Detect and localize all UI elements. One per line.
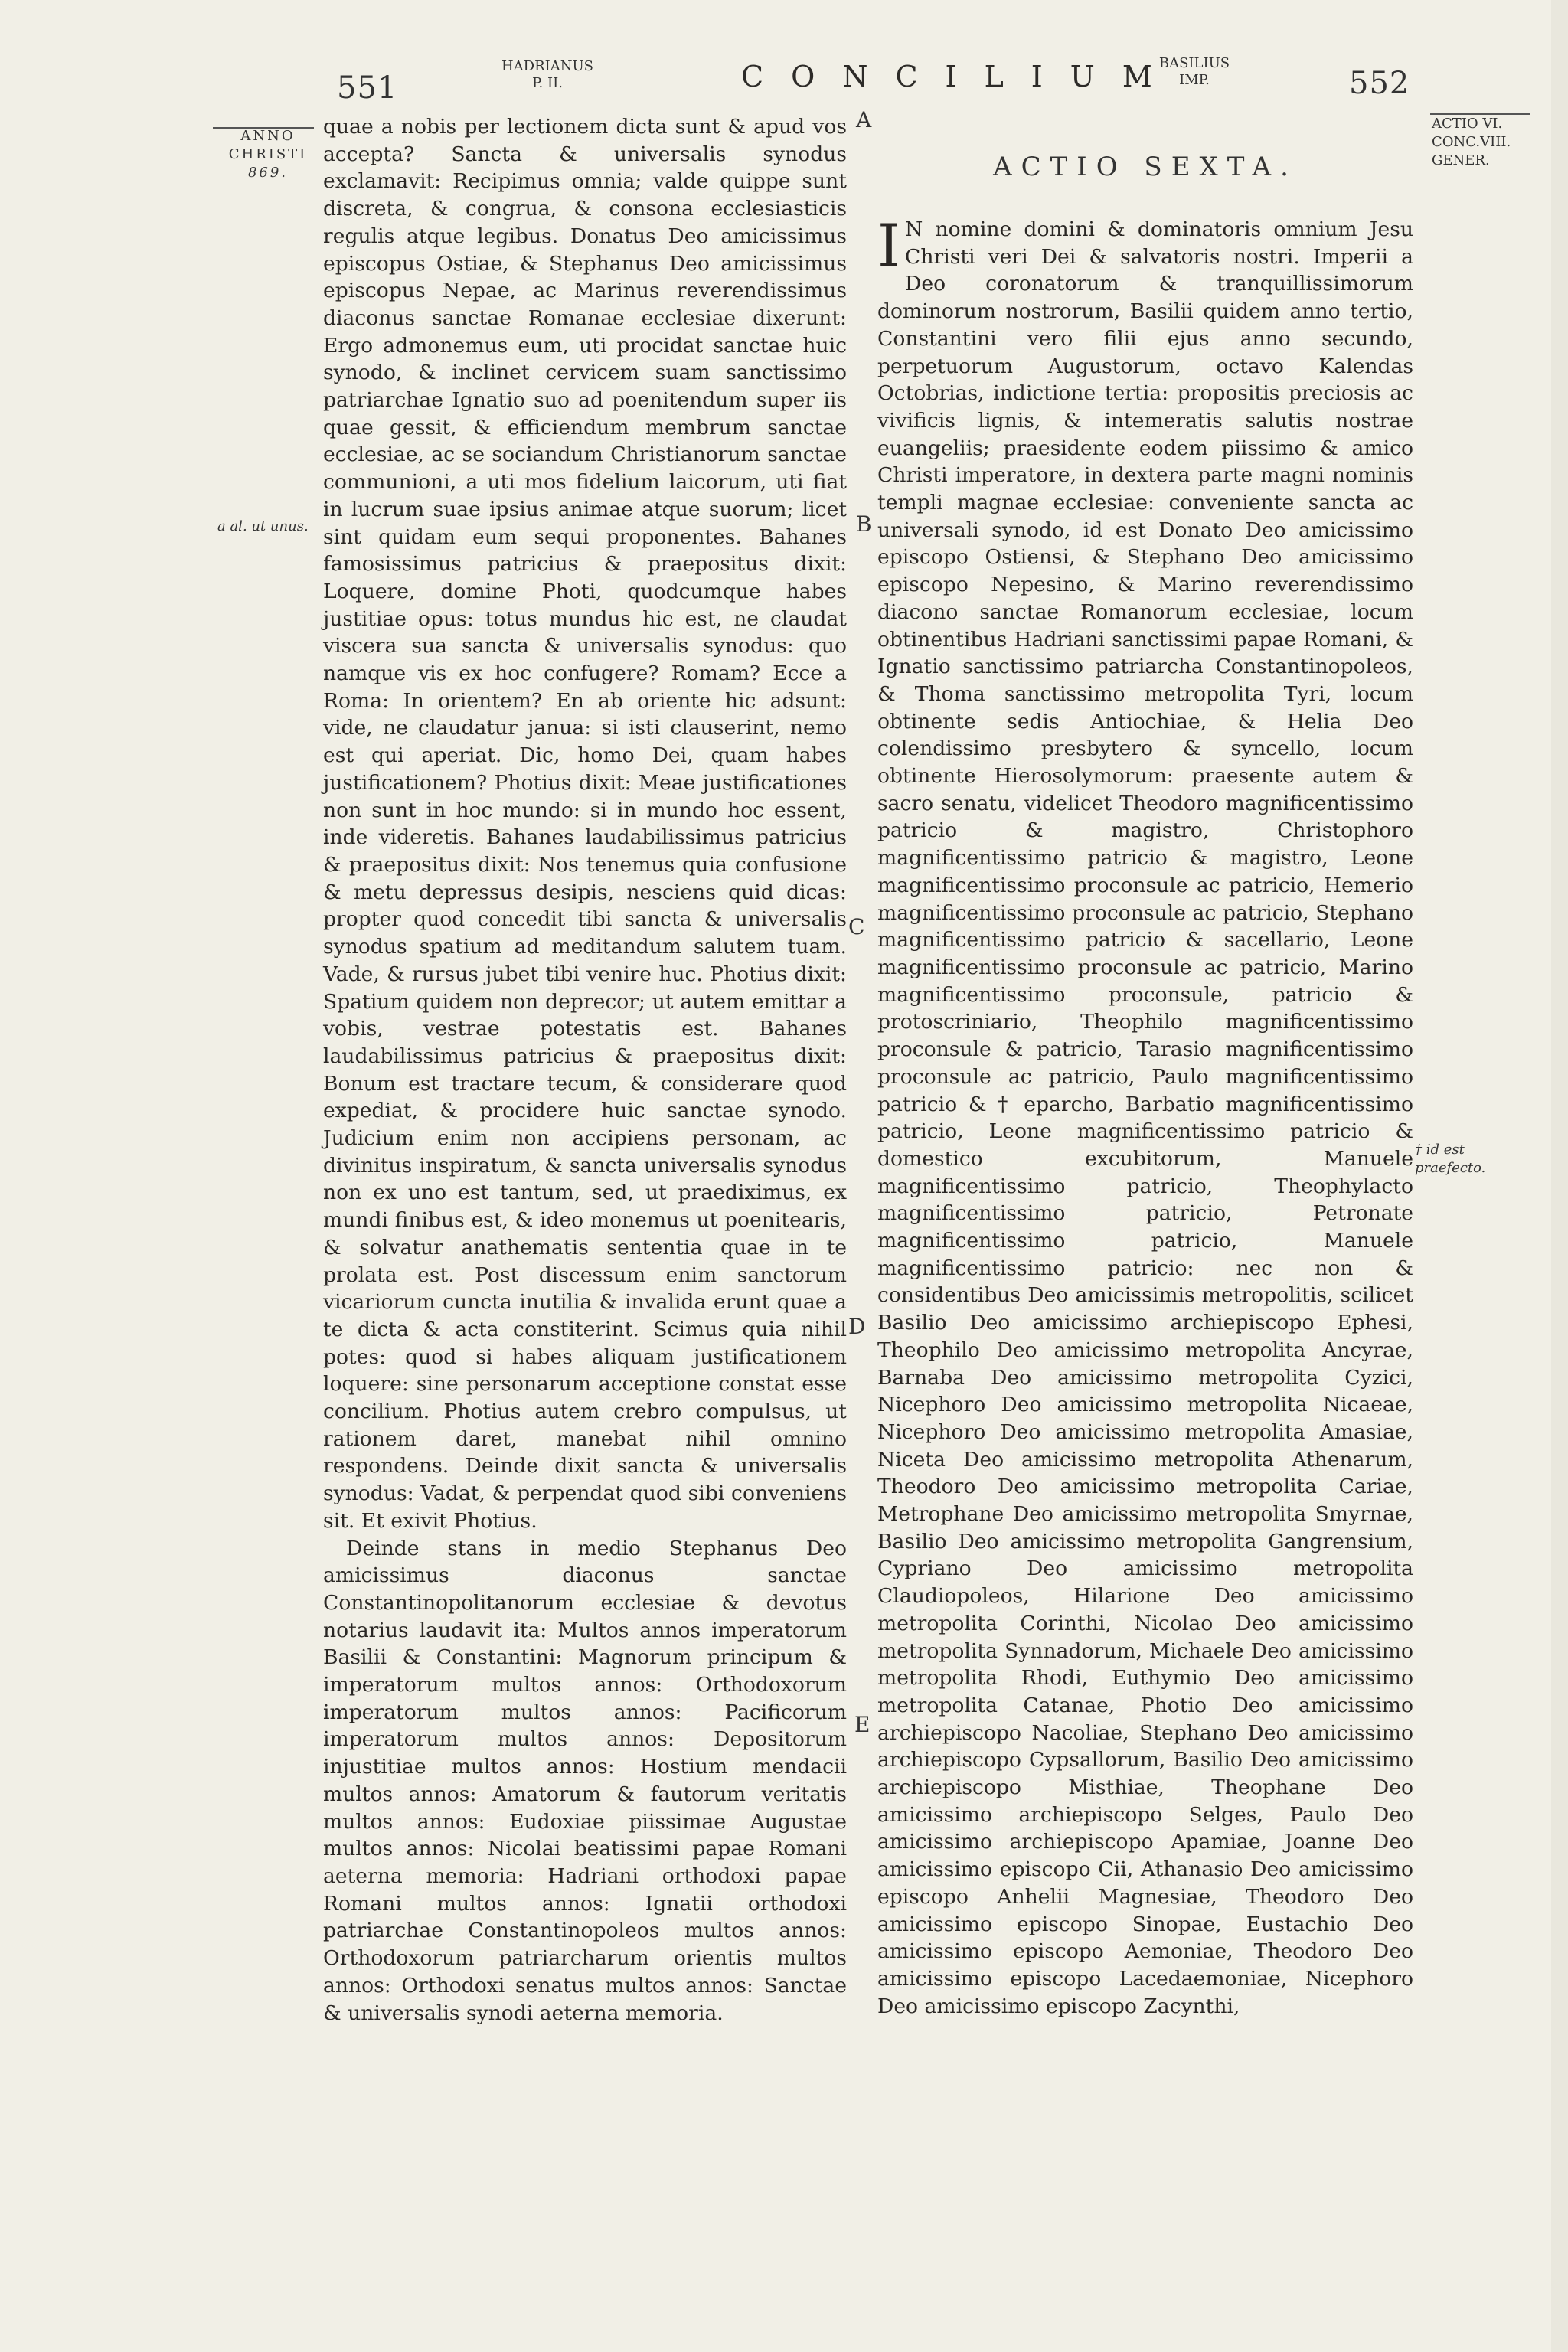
page-number-right: 552 [1349, 66, 1410, 101]
running-head-right-line: BASILIUS [1158, 55, 1230, 71]
year-note-line: CHRISTI [228, 146, 308, 162]
actio-note [1432, 115, 1531, 170]
running-head-left-line: HADRIANUS [501, 58, 594, 74]
section-letter: D [848, 1314, 866, 1339]
section-letter: E [854, 1712, 871, 1737]
actio-note-line: CONC.VIII. [1432, 134, 1511, 150]
page-title: CONCILIUM [741, 60, 1180, 93]
praefecto-note: † id est praefecto. [1415, 1142, 1486, 1176]
section-letter: B [856, 511, 872, 537]
paragraph: Deinde stans in medio Stephanus Deo amicissimus diaconus sanctae Constantinopolitanorum ecclesiae & devotus notarius laudavit ita: Multos annos imperatorum Basilii & Constantini: Magnorum principum & imperatorum multos annos: Orthodoxorum imperatorum multos annos: Pacificorum imperatorum multos annos: Depositorum injustitiae multos annos: Hostium mendacii multos annos: Amatorum & fautorum veritatis multos annos: Eudoxiae piissimae Augustae multos annos: Nicolai beatissimi papae Romani aeterna memoria: Hadriani orthodoxi papae Romani multos annos: Ignatii orthodoxi patriarchae Constantinopoleos multos annos: Orthodoxorum patriarcharum orientis multos annos: Orthodoxi senatus multos annos: Sanctae & universalis synodi aeterna memoria. [323, 1536, 847, 2025]
year-note [214, 127, 322, 182]
running-head-right-line: IMP. [1179, 72, 1210, 88]
running-head-left [498, 58, 597, 92]
section-heading: ACTIO SEXTA. [993, 152, 1298, 182]
variant-note: a al. ut unus. [217, 518, 309, 534]
section-letter: C [848, 914, 865, 939]
running-head-left-line: P. II. [532, 75, 563, 91]
actio-note-line: GENER. [1432, 152, 1490, 168]
adjacent-page-edge [1551, 0, 1568, 2352]
actio-note-line: ACTIO VI. [1432, 116, 1503, 132]
year-note-line: 869. [247, 165, 289, 181]
year-note-line: ANNO [240, 128, 296, 144]
paragraph: quae a nobis per lectionem dicta sunt & apud vos accepta? Sancta & universalis synodus exclamavit: Recipimus omnia; valde quippe sunt discreta, & congrua, & consona ecclesiasticis regulis atque legibus. Donatus Deo amicissimus episcopus Ostiae, & Stephanus Deo amicissimus episcopus Nepae, ac Marinus reverendissimus diaconus sanctae Romanae ecclesiae dixerunt: Ergo admonemus eum, uti procidat sanctae huic synodo, & inclinet cervicem suam sanctissimo patriarchae Ignatio suo ad poenitendum super iis quae gessit, & efficiendum membrum sanctae ecclesiae, ac se sociandum Christianorum sanctae communioni, a uti mos fidelium laicorum, uti fiat in lucrum suae ipsius animae atque suorum; licet sint quidam eum sequi proponentes. Bahanes famosissimus patricius & praepositus dixit: Loquere, domine Photi, quodcumque habes justitiae opus: totus mundus hic est, ne claudat viscera sua sancta & universalis synodus: quo namque vis ex hoc confugere? Romam? Ecce a Roma: In orientem? En ab oriente hic adsunt: vide, ne claudatur janua: si isti clauserint, nemo est qui aperiat. Dic, homo Dei, quam habes justificationem? Photius dixit: Meae justificationes non sunt in hoc mundo: si in mundo hoc essent, inde videretis. Bahanes laudabilissimus patricius & praepositus dixit: Nos tenemus quia confusione & metu depressus desipis, nesciens quid dicas: propter quod concedit tibi sancta & universalis synodus spatium ad meditandum salutem tuam. Vade, & rursus jubet tibi venire huc. Photius dixit: Spatium quidem non deprecor; ut autem emittar a vobis, vestrae potestatis est. Bahanes laudabilissimus patricius & praepositus dixit: Bonum est tractare tecum, & considerare quod expediat, & procidere huic sanctae synodo. Judicium enim non accipiens personam, ac divinitus inspiratum, & sancta universalis synodus non ex uno est tantum, sed, ut praediximus, ex mundi finibus est, & ideo monemus ut poenitearis, & solvatur anathematis sententia quae in te prolata est. Post discessum enim sanctorum vicariorum cuncta inutilia & invalida erunt quae a te dicta & acta constiterint. Scimus quia nihil potes: quod si habes aliquam justificationem loquere: sine personarum acceptione constat esse concilium. Photius autem crebro compulsus, ut rationem daret, manebat nihil omnino respondens. Deinde dixit sancta & universalis synodus: Vadat, & perpendat quod sibi conveniens sit. Et exivit Photius. [323, 115, 847, 1533]
running-head-right [1148, 55, 1240, 89]
paragraph-text: N nomine domini & dominatoris omnium Jesu Christi veri Dei & salvatoris nostri. Imperii a Deo coronatorum & tranquillissimorum dominorum nostrorum, Basilii quidem anno tertio, Constantini vero filii ejus anno secundo, perpetuorum Augustorum, octavo Kalendas Octobrias, indictione tertia: propositis preciosis ac vivificis lignis, & intemeratis salutis nostrae euangeliis; praesidente eodem piissimo & amico Christi imperatore, in dextera parte magni nominis templi magnae ecclesiae: conveniente sancta ac universali synodo, id est Donato Deo amicissimo episcopo Ostiensi, & Stephano Deo amicissimo episcopo Nepesino, & Marino reverendissimo diacono sanctae Romanorum ecclesiae, locum obtinentibus Hadriani sanctissimi papae Romani, & Ignatio sanctissimo patriarcha Constantinopoleos, & Thoma sanctissimo metropolita Tyri, locum obtinente sedis Antiochiae, & Helia Deo colendissimo presbytero & syncello, locum obtinente Hierosolymorum: praesente autem & sacro senatu, videlicet Theodoro magnificentissimo patricio & magistro, Christophoro magnificentissimo patricio & magistro, Leone magnificentissimo proconsule ac patricio, Hemerio magnificentissimo proconsule ac patricio, Stephano magnificentissimo patricio & sacellario, Leone magnificentissimo proconsule ac patricio, Marino magnificentissimo proconsule, patricio & protoscriniario, Theophilo magnificentissimo proconsule & patricio, Tarasio magnificentissimo proconsule ac patricio, Paulo magnificentissimo patricio & † eparcho, Barbatio magnificentissimo patricio, Leone magnificentissimo patricio & domestico excubitorum, Manuele magnificentissimo patricio, Theophylacto magnificentissimo patricio, Petronate magnificentissimo patricio, Manuele magnificentissimo patricio: nec non & considentibus Deo amicissimis metropolitis, scilicet Basilio Deo amicissimo archiepiscopo Ephesi, Theophilo Deo amicissimo metropolita Ancyrae, Barnaba Deo amicissimo metropolita Cyzici, Nicephoro Deo amicissimo metropolita Nicaeae, Nicephoro Deo amicissimo metropolita Amasiae, Niceta Deo amicissimo metropolita Athenarum, Theodoro Deo amicissimo metropolita Cariae, Metrophane Deo amicissimo metropolita Smyrnae, Basilio Deo amicissimo metropolita Gangrensium, Cypriano Deo amicissimo metropolita Claudiopoleos, Hilarione Deo amicissimo metropolita Corinthi, Nicolao Deo amicissimo metropolita Synnadorum, Michaele Deo amicissimo metropolita Rhodi, Euthymio Deo amicissimo metropolita Catanae, Photio Deo amicissimo archiepiscopo Nacoliae, Stephano Deo amicissimo archiepiscopo Cypsallorum, Basilio Deo amicissimo archiepiscopo Misthiae, Theophane Deo amicissimo archiepiscopo Selges, Paulo Deo amicissimo archiepiscopo Apamiae, Joanne Deo amicissimo episcopo Cii, Athanasio Deo amicissimo episcopo Anhelii Magnesiae, Theodoro Deo amicissimo episcopo Sinopae, Eustachio Deo amicissimo episcopo Aemoniae, Theodoro Deo amicissimo episcopo Lacedaemoniae, Nicephoro Deo amicissimo episcopo Zacynthi, [877, 217, 1413, 2018]
left-text-column [323, 113, 847, 2027]
section-letter: A [856, 107, 872, 132]
right-text-column [877, 152, 1413, 2020]
paragraph [877, 211, 1413, 2020]
page-number-left: 551 [337, 70, 398, 106]
drop-cap: I [877, 211, 901, 279]
